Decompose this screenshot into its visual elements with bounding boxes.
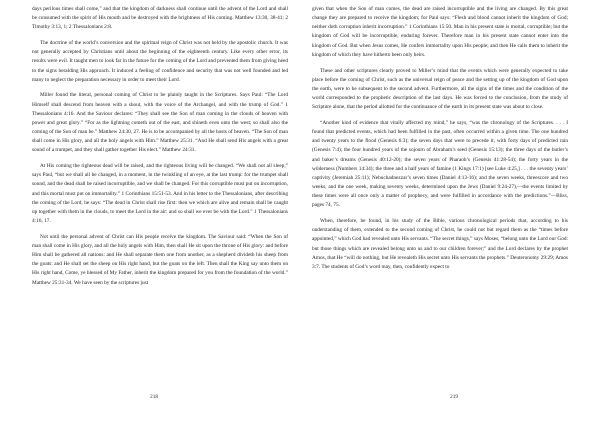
- left-paragraph-1: days perilous times shall come,” and that the kingdom of darkness shall continue until the advent of the Lord and shall be consumed with the spirit of His mouth and be destroyed with the brightness of His coming. Matthew 13:30, 38-41; 2 Timothy 3:13, 1; 2 Thessalonians 2:8.: [32, 6, 288, 31]
- right-paragraph-4: When, therefore, he found, in his study of the Bible, various chronological periods that, according to his understanding of them, extended to the second coming of Christ, he could not but regard them as the “times before appointed,” which God had revealed unto His servants. “The secret things,” says Moses, “belong unto the Lord our God: but those things which are revealed belong unto us and to our children forever;” and the Lord declares by the prophet Amos, that He “will do nothing, but He revealeth His secret unto His servants the prophets.” Deuteronomy 29:29; Amos 3:7. The students of God’s word may, then, confidently expect to: [312, 218, 568, 270]
- right-paragraph-3: “Another kind of evidence that vitally affected my mind,” he says, “was the chronology of the Scriptures. . . . I found that predicted events, which had been fulfilled in the past, often occurred within a given time. The one hundred and twenty years to the flood (Genesis 6:3); the seven days that were to precede it, with forty days of predicted rain (Genesis 7:4); the four hundred years of the sojourn of Abraham’s seed (Genesis 15:13); the three days of the butler’s and baker’s dreams (Genesis 40:12-20); the seven years of Pharaoh’s (Genesis 41:28-54); the forty years in the wilderness (Numbers 14:34); the three and a half years of famine (1 Kings 17:1) [see Luke 4:25,] . . . the seventy years’ captivity (Jeremiah 25:11); Nebuchadnezzar’s seven times (Daniel 4:13-16); and the seven weeks, threescore and two weeks, and the one week, making seventy weeks, determined upon the Jews (Daniel 9:24-27),—the events limited by these times were all once only a matter of prophecy, and were fulfilled in accordance with the predictions.”—Bliss, pages 74, 75.: [312, 119, 568, 209]
- left-paragraph-2: The doctrine of the world’s conversion and the spiritual reign of Christ was not held by the apostolic church. It was not generally accepted by Christians until about the beginning of the eighteenth century. Like every other error, its results were evil. It taught men to look far in the future for the coming of the Lord and prevented them from giving heed to the signs heralding His approach. It induced a feeling of confidence and security that was not well founded and led many to neglect the preparation necessary in order to meet their Lord.: [32, 40, 288, 83]
- paragraph-gap: [32, 32, 288, 39]
- left-paragraph-4: At His coming the righteous dead will be raised, and the righteous living will be changed. “We shall not all sleep,” says Paul, “but we shall all be changed, in a moment, in the twinkling of an eye, at the last trump: for the trumpet shall sound, and the dead shall be raised incorruptible, and we shall be changed. For this corruptible must put on incorruption, and this mortal must put on immortality.” 1 Corinthians 15:51-53. And in his letter to the Thessalonians, after describing the coming of the Lord, he says: “The dead in Christ shall rise first: then we which are alive and remain shall be caught up together with them in the clouds, to meet the Lord in the air: and so shall we ever be with the Lord.” 1 Thessalonians 4:16, 17.: [32, 163, 288, 225]
- right-paragraph-1: given that when the Son of man comes, the dead are raised incorruptible and the living are changed. By this great change they are prepared to receive the kingdom; for Paul says: “Flesh and blood cannot inherit the kingdom of God; neither doth corruption inherit incorruption.” 1 Corinthians 15:50. Man in his present state is mortal, corruptible; but the kingdom of God will be incorruptible, enduring forever. Therefore man in his present state cannot enter into the kingdom of God. But when Jesus comes, He confers immortality upon His people; and then He calls them to inherit the kingdom of which they have hitherto been only heirs.: [312, 6, 568, 58]
- left-paragraph-3: Miller found the literal, personal coming of Christ to be plainly taught in the Scriptures. Says Paul: “The Lord Himself shall descend from heaven with a shout, with the voice of the Archangel, and with the trump of God.” 1 Thessalonians 4:16. And the Saviour declares: “They shall see the Son of man coming in the clouds of heaven with power and great glory.” “For as the lightning cometh out of the east, and shineth even unto the west; so shall also the coming of the Son of man be.” Matthew 24:30, 27. He is to be accompanied by all the hosts of heaven. “The Son of man shall come in His glory, and all the holy angels with Him.” Matthew 25:31. “And He shall send His angels with a great sound of a trumpet, and they shall gather together His elect.” Matthew 24:31.: [32, 92, 288, 154]
- left-paragraph-5: Not until the personal advent of Christ can His people receive the kingdom. The Saviour said: “When the Son of man shall come in His glory, and all the holy angels with Him, then shall He sit upon the throne of His glory: and before Him shall be gathered all nations: and He shall separate them one from another, as a shepherd divideth his sheep from the goats: and He shall set the sheep on His right hand, but the goats on the left. Then shall the King say unto them on His right hand, Come, ye blessed of My Father, inherit the kingdom prepared for you from the foundation of the world.” Matthew 25:31-34. We have seen by the scriptures just: [32, 233, 288, 286]
- right-paragraph-2: These and other scriptures clearly proved to Miller’s mind that the events which were generally expected to take place before the coming of Christ, such as the universal reign of peace and the setting up of the kingdom of God upon the earth, were to be subsequent to the second advent. Furthermore, all the signs of the times and the condition of the world corresponded to the prophetic description of the last days. He was forced to the conclusion, from the study of Scripture alone, that the period allotted for the continuance of the earth in its present state was about to close.: [312, 67, 568, 111]
- page-number-right: 219: [450, 394, 459, 400]
- paragraph-gap: [32, 156, 288, 163]
- paragraph-gap: [32, 226, 288, 233]
- page-number-left: 218: [150, 394, 159, 400]
- paragraph-gap: [312, 60, 568, 67]
- paragraph-gap: [312, 210, 568, 217]
- right-page: [300, 0, 600, 424]
- paragraph-gap: [32, 85, 288, 92]
- paragraph-gap: [312, 112, 568, 119]
